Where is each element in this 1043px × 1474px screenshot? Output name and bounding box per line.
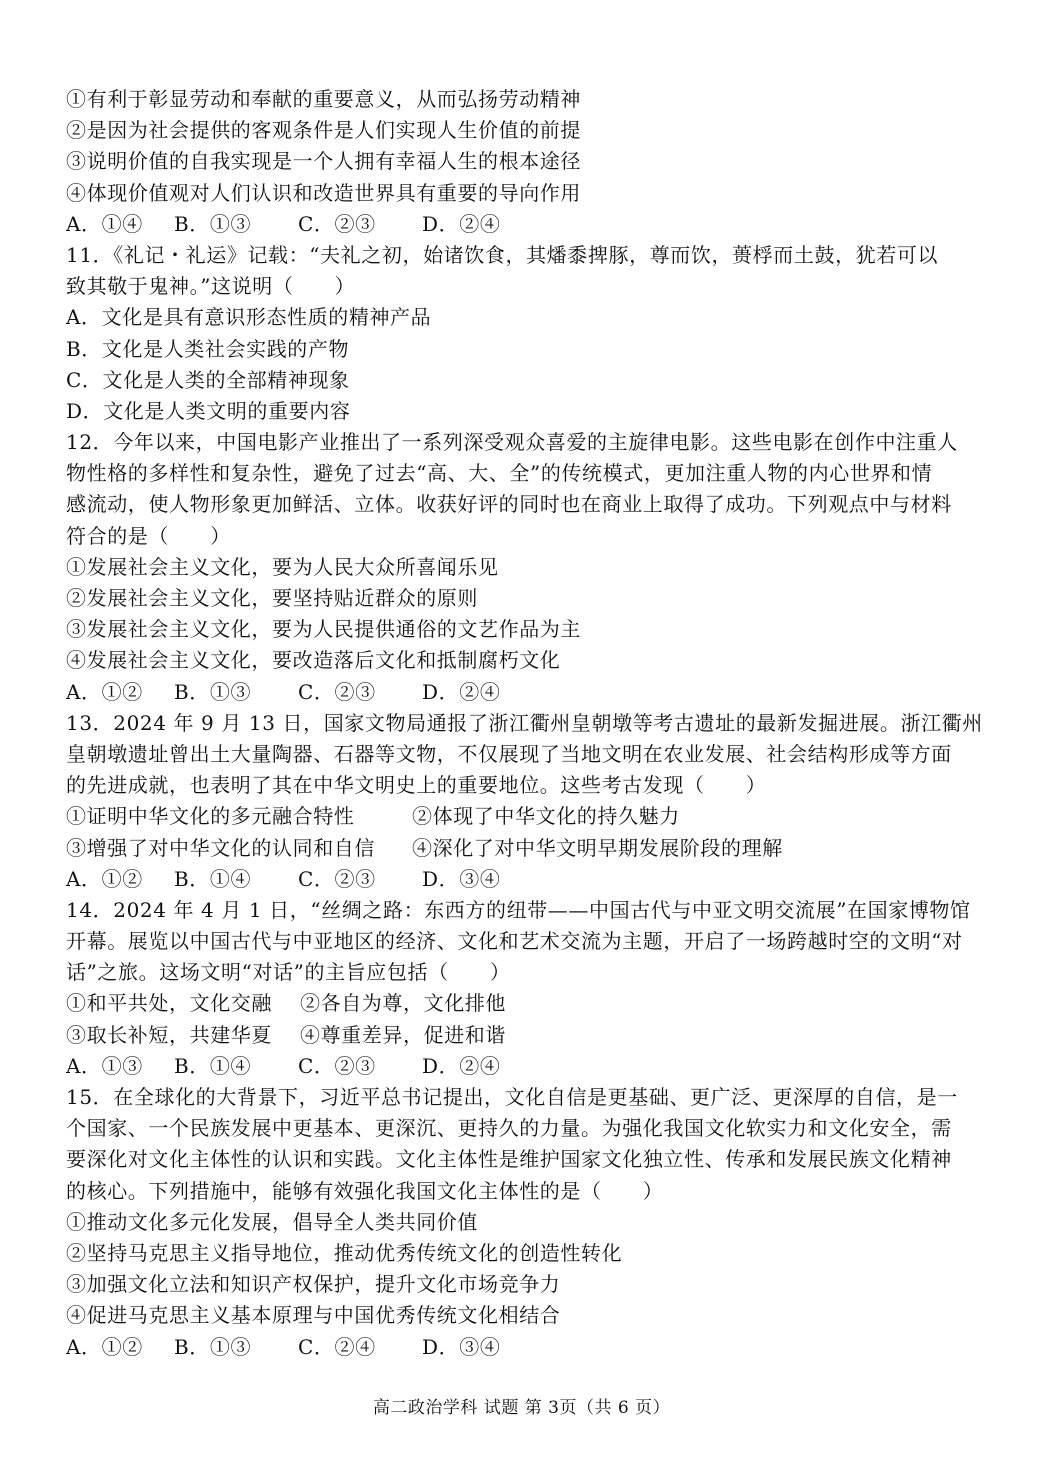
question-stem-line: 个国家、一个民族发展中更基本、更深沉、更持久的力量。为强化我国文化软实力和文化安全，需 xyxy=(66,1116,952,1141)
option-d: D．②④ xyxy=(422,211,501,236)
statement-item: ④尊重差异，促进和谐 xyxy=(300,1022,506,1047)
option-d: D．②④ xyxy=(422,679,501,704)
statement-item: ③增强了对中华文化的认同和自信 xyxy=(66,835,375,860)
choice-c: C．文化是人类的全部精神现象 xyxy=(66,367,350,392)
option-c: C．②③ xyxy=(298,866,376,891)
option-b: B．①③ xyxy=(174,1334,252,1359)
question-10 xyxy=(66,84,978,240)
question-stem-line: 的核心。下列措施中，能够有效强化我国文化主体性的是（ ） xyxy=(66,1178,664,1203)
answer-options xyxy=(66,1332,978,1363)
statement-item: ②各自为尊，文化排他 xyxy=(300,991,506,1016)
choice-b: B．文化是人类社会实践的产物 xyxy=(66,336,350,361)
question-14 xyxy=(66,895,978,1082)
question-stem-line: 物性格的多样性和复杂性，避免了过去“高、大、全”的传统模式，更加注重人物的内心世界和情 xyxy=(66,461,933,486)
option-c: C．②③ xyxy=(298,1053,376,1078)
option-a: A．①③ xyxy=(66,1053,143,1078)
option-b: B．①③ xyxy=(174,211,252,236)
question-stem-line: 13．2024 年 9 月 13 日，国家文物局通报了浙江衢州皇朝墩等考古遗址的最新发掘进展。浙江衢州 xyxy=(66,710,983,735)
option-b: B．①④ xyxy=(174,866,252,891)
statement-row xyxy=(66,988,978,1019)
question-12 xyxy=(66,427,978,708)
statement-item: ②坚持马克思主义指导地位，推动优秀传统文化的创造性转化 xyxy=(66,1240,623,1265)
exam-page xyxy=(66,84,983,1363)
question-stem-line: 12．今年以来，中国电影产业推出了一系列深受观众喜爱的主旋律电影。这些电影在创作中注重人 xyxy=(66,430,958,455)
option-c: C．②③ xyxy=(298,679,376,704)
statement-item: ①证明中华文化的多元融合特性 xyxy=(66,804,355,829)
page-footer: 高二政治学科 试题 第 3页（共 6 页） xyxy=(372,1398,671,1418)
option-b: B．①④ xyxy=(174,1053,252,1078)
option-a: A．①② xyxy=(66,679,143,704)
statement-item: ①发展社会主义文化，要为人民大众所喜闻乐见 xyxy=(66,554,499,579)
question-stem-line: 要深化对文化主体性的认识和实践。文化主体性是维护国家文化独立性、传承和发展民族文化精神 xyxy=(66,1147,952,1172)
question-13 xyxy=(66,708,983,895)
answer-options xyxy=(66,209,978,240)
question-11 xyxy=(66,240,978,427)
answer-options xyxy=(66,677,978,708)
statement-item: ①和平共处，文化交融 xyxy=(66,991,272,1016)
option-d: D．③④ xyxy=(422,866,501,891)
option-a: A．①② xyxy=(66,866,143,891)
option-d: D．③④ xyxy=(422,1334,501,1359)
question-stem-line: 的先进成就，也表明了其在中华文明史上的重要地位。这些考古发现（ ） xyxy=(66,773,767,798)
question-stem-line: 开幕。展览以中国古代与中亚地区的经济、文化和艺术交流为主题，开启了一场跨越时空的文明“对 xyxy=(66,929,963,954)
statement-item: ②是因为社会提供的客观条件是人们实现人生价值的前提 xyxy=(66,118,581,143)
question-stem-line: 符合的是（ ） xyxy=(66,523,231,548)
statement-item: ③发展社会主义文化，要为人民提供通俗的文艺作品为主 xyxy=(66,617,581,642)
option-c: C．②④ xyxy=(298,1334,376,1359)
statement-item: ②发展社会主义文化，要坚持贴近群众的原则 xyxy=(66,586,478,610)
statement-item: ②体现了中华文化的持久魅力 xyxy=(412,804,680,829)
question-stem-line: 话”之旅。这场文明“对话”的主旨应包括（ ） xyxy=(66,960,511,985)
answer-options xyxy=(66,864,978,895)
question-stem-line: 致其敬于鬼神。”这说明（ ） xyxy=(66,274,356,299)
statement-item: ④促进马克思主义基本原理与中国优秀传统文化相结合 xyxy=(66,1303,561,1328)
choice-d: D．文化是人类文明的重要内容 xyxy=(66,398,351,423)
question-stem-line: 皇朝墩遗址曾出土大量陶器、石器等文物，不仅展现了当地文明在农业发展、社会结构形成等方面 xyxy=(66,741,952,766)
statement-item: ④体现价值观对人们认识和改造世界具有重要的导向作用 xyxy=(66,180,581,205)
statement-item: ④深化了对中华文明早期发展阶段的理解 xyxy=(412,835,783,860)
statement-item: ④发展社会主义文化，要改造落后文化和抵制腐朽文化 xyxy=(66,648,561,673)
statement-item: ③加强文化立法和知识产权保护，提升文化市场竞争力 xyxy=(66,1272,561,1297)
answer-options xyxy=(66,1051,978,1082)
statement-row xyxy=(66,801,978,832)
option-c: C．②③ xyxy=(298,211,376,236)
statement-row xyxy=(66,1020,978,1051)
question-stem-line: 感流动，使人物形象更加鲜活、立体。收获好评的同时也在商业上取得了成功。下列观点中与材料 xyxy=(66,492,952,517)
option-b: B．①③ xyxy=(174,679,252,704)
question-stem-line: 11．《礼记・礼运》记载：“夫礼之初，始诸饮食，其燔黍捭豚，尊而饮，蒉桴而土鼓，犹若可以 xyxy=(66,242,939,267)
choice-a: A．文化是具有意识形态性质的精神产品 xyxy=(66,305,432,330)
statement-item: ③说明价值的自我实现是一个人拥有幸福人生的根本途径 xyxy=(66,149,581,174)
option-a: A．①② xyxy=(66,1334,143,1359)
option-d: D．②④ xyxy=(422,1053,501,1078)
statement-item: ③取长补短，共建华夏 xyxy=(66,1022,272,1047)
question-stem-line: 15．在全球化的大背景下，习近平总书记提出，文化自信是更基础、更广泛、更深厚的自信，是一 xyxy=(66,1085,958,1109)
question-stem-line: 14．2024 年 4 月 1 日，“丝绸之路：东西方的纽带——中国古代与中亚文明交流展”在国家博物馆 xyxy=(66,897,971,922)
statement-item: ①有利于彰显劳动和奉献的重要意义，从而弘扬劳动精神 xyxy=(66,87,581,111)
question-15 xyxy=(66,1082,978,1363)
statement-row xyxy=(66,833,978,864)
option-a: A．①④ xyxy=(66,211,143,236)
statement-item: ①推动文化多元化发展，倡导全人类共同价值 xyxy=(66,1209,478,1234)
